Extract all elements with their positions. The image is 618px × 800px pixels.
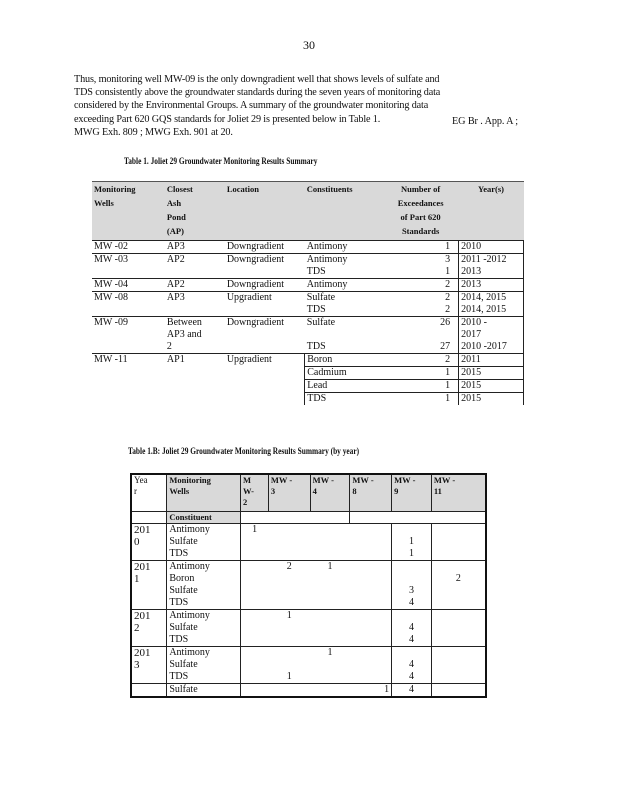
value-cell: 1 [392, 548, 432, 561]
year-header: Yea r [131, 474, 167, 512]
year-cell [131, 610, 167, 647]
value-cell: 3 [392, 585, 432, 597]
value-cell [268, 573, 310, 585]
years-line: 2010 -2017 [461, 341, 507, 352]
years-cell [459, 367, 524, 380]
paragraph-line: TDS consistently above the groundwater standards during the seven years of monitoring data [74, 87, 441, 99]
value-cell: 1 [392, 536, 432, 548]
location-cell: Downgradient [225, 241, 305, 254]
value-cell [268, 634, 310, 647]
body-paragraph [74, 73, 554, 139]
table-row [131, 536, 486, 548]
value-cell [268, 622, 310, 634]
value-cell [431, 536, 486, 548]
value-cell [431, 622, 486, 634]
value-cell [310, 597, 350, 610]
year-cell [131, 647, 167, 684]
value-cell [241, 536, 269, 548]
value-cell [241, 573, 269, 585]
years-line: 2011 [461, 354, 481, 365]
table-row [92, 317, 524, 342]
table-row [131, 647, 486, 660]
constituent-cell: TDS [167, 548, 241, 561]
value-cell [350, 634, 392, 647]
spacer-cell [350, 512, 486, 524]
table-row [131, 622, 486, 634]
value-cell [350, 573, 392, 585]
value-cell [310, 671, 350, 684]
years-cell [459, 317, 524, 342]
value-cell [241, 671, 269, 684]
years-line: 2011 -2012 [461, 254, 507, 265]
pond-line: AP2 [166, 254, 185, 265]
constituent-cell: Sulfate [167, 622, 241, 634]
paragraph-line: exceeding Part 620 GQS standards for Joliet 29 is presented below in Table 1. [74, 113, 381, 125]
value-cell: 4 [392, 684, 432, 698]
value-cell [431, 659, 486, 671]
value-cell: 2 [268, 561, 310, 574]
exceedance-cell: 1 [383, 367, 459, 380]
value-cell [350, 659, 392, 671]
well-col-mw04: MW - 4 [310, 474, 350, 512]
well-cell: MW -03 [92, 254, 165, 279]
value-cell [392, 610, 432, 623]
table-row [131, 610, 486, 623]
well-col-mw08: MW - 8 [350, 474, 392, 512]
value-cell [392, 524, 432, 537]
value-cell [431, 524, 486, 537]
pond-line: AP3 [166, 292, 185, 303]
years-line: 2013 [461, 279, 482, 290]
well-cell: MW -08 [92, 292, 165, 317]
constituent-cell: Sulfate [167, 684, 241, 698]
pond-cell [165, 317, 225, 354]
year-line: 201 [134, 561, 151, 573]
value-cell [268, 536, 310, 548]
constituent-cell: Sulfate [167, 585, 241, 597]
table-row [131, 671, 486, 684]
value-cell: 1 [310, 647, 350, 660]
years-cell [459, 304, 524, 317]
constituent-cell: TDS [306, 266, 326, 277]
exceedance-cell: 2 [383, 354, 459, 367]
value-cell [431, 597, 486, 610]
years-cell [459, 292, 524, 305]
pond-cell [165, 241, 225, 254]
value-cell [431, 671, 486, 684]
constituent-header: Constituent [167, 512, 241, 524]
constituent-cell: Sulfate [167, 536, 241, 548]
years-line: 2015 [461, 393, 482, 404]
well-col-mw11: MW - 11 [431, 474, 486, 512]
year-line: 201 [134, 647, 151, 659]
table-row [131, 573, 486, 585]
value-cell: 4 [392, 622, 432, 634]
exceedance-cell: 3 [383, 254, 459, 267]
value-cell [310, 548, 350, 561]
well-cell: MW -04 [92, 279, 165, 292]
years-cell [459, 341, 524, 354]
table-row [131, 634, 486, 647]
constituent-cell: Boron [305, 354, 383, 367]
year-cell [131, 684, 167, 698]
pond-line: AP2 [166, 279, 185, 290]
exceedance-cell: 1 [383, 241, 459, 254]
pond-cell [165, 254, 225, 279]
constituent-cell: Antimony [167, 610, 241, 623]
value-cell: 4 [392, 659, 432, 671]
exceedance-cell: 1 [383, 393, 459, 406]
well-cell: MW -11 [92, 354, 165, 406]
value-cell [310, 622, 350, 634]
table-row [92, 279, 524, 292]
location-cell: Downgradient [225, 317, 305, 354]
table-row [131, 561, 486, 574]
years-cell [459, 266, 524, 279]
well-col-mw02: M W- 2 [241, 474, 269, 512]
pond-cell [165, 279, 225, 292]
constituent-cell: Sulfate [305, 317, 383, 342]
constituent-cell: TDS [306, 341, 326, 352]
years-line: 2017 [461, 329, 482, 340]
value-cell [310, 610, 350, 623]
value-cell [310, 684, 350, 698]
value-cell [392, 561, 432, 574]
page-number: 30 [303, 38, 315, 52]
year-cell [131, 524, 167, 561]
value-cell: 4 [392, 634, 432, 647]
value-cell [350, 597, 392, 610]
constituent-cell: TDS [167, 634, 241, 647]
pond-cell [165, 292, 225, 317]
spacer-cell [241, 512, 350, 524]
pond-line: AP1 [166, 354, 185, 365]
value-cell [268, 647, 310, 660]
value-cell [241, 561, 269, 574]
year-line: 201 [134, 524, 151, 536]
header-exceedances: Number of Exceedances of Part 620 Standards [383, 182, 459, 241]
exceedance-cell: 27 [440, 341, 451, 352]
value-cell [431, 610, 486, 623]
paragraph-line: MWG Exh. 809 ; MWG Exh. 901 at 20. [74, 126, 233, 138]
years-line: 2010 - [461, 317, 487, 328]
value-cell [431, 548, 486, 561]
citation: EG Br . App. A ; [452, 116, 519, 127]
table-row [92, 292, 524, 305]
value-cell [310, 585, 350, 597]
well-col-mw09: MW - 9 [392, 474, 432, 512]
constituent-cell: Antimony [167, 561, 241, 574]
table1-caption: Table 1. Joliet 29 Groundwater Monitoring Results Summary [124, 156, 318, 166]
year-line: 1 [134, 573, 140, 585]
value-cell [241, 659, 269, 671]
value-cell [431, 684, 486, 698]
exceedance-cell: 26 [383, 317, 459, 342]
pond-line: Between [166, 317, 202, 328]
exceedance-cell: 2 [445, 304, 451, 315]
table-row [131, 548, 486, 561]
table-row [131, 684, 486, 698]
years-line: 2010 [461, 241, 482, 252]
wells-header: Monitoring Wells [167, 474, 241, 512]
value-cell [350, 524, 392, 537]
location-cell: Upgradient [225, 292, 305, 317]
value-cell [310, 536, 350, 548]
constituent-cell: Sulfate [167, 659, 241, 671]
years-line: 2014, 2015 [461, 292, 507, 303]
table2 [130, 473, 487, 698]
value-cell: 2 [455, 573, 461, 584]
value-cell [431, 634, 486, 647]
value-cell: 1 [310, 561, 350, 574]
years-line: 2015 [461, 380, 482, 391]
value-cell [268, 585, 310, 597]
constituent-cell: Cadmium [305, 367, 383, 380]
constituent-cell: Antimony [305, 241, 383, 254]
value-cell [241, 597, 269, 610]
value-cell [310, 524, 350, 537]
years-cell [459, 279, 524, 292]
value-cell [350, 622, 392, 634]
value-cell: 1 [350, 684, 392, 698]
year-line: 201 [134, 610, 151, 622]
paragraph-line: Thus, monitoring well MW-09 is the only downgradient well that shows levels of sulfate and [74, 74, 440, 85]
value-cell [431, 585, 486, 597]
constituent-cell: Sulfate [305, 292, 383, 305]
table-row [131, 585, 486, 597]
pond-line: AP3 [166, 241, 185, 252]
exceedance-cell: 1 [445, 266, 451, 277]
constituent-cell: Antimony [305, 279, 383, 292]
year-line: 2 [134, 622, 140, 634]
value-cell [310, 634, 350, 647]
value-cell [241, 634, 269, 647]
year-line: 0 [134, 536, 140, 548]
well-cell: MW -09 [92, 317, 165, 354]
pond-cell [165, 354, 225, 406]
value-cell [241, 548, 269, 561]
table-row [92, 354, 524, 367]
value-cell [310, 573, 350, 585]
constituent-cell: TDS [305, 393, 383, 406]
header-wells: Monitoring Wells [92, 182, 165, 241]
value-cell [268, 524, 310, 537]
location-cell: Downgradient [225, 254, 305, 279]
value-cell [350, 647, 392, 660]
header-location: Location [225, 182, 305, 241]
value-cell: 4 [392, 671, 432, 684]
value-cell [350, 585, 392, 597]
value-cell: 1 [268, 610, 310, 623]
table2-caption: Table 1.B: Joliet 29 Groundwater Monitoring Results Summary (by year) [128, 446, 360, 456]
pond-line: 2 [166, 341, 172, 352]
value-cell [431, 647, 486, 660]
value-cell [268, 597, 310, 610]
value-cell [268, 548, 310, 561]
well-col-mw03: MW - 3 [268, 474, 310, 512]
years-cell [459, 254, 524, 267]
years-line: 2015 [461, 367, 482, 378]
value-cell [310, 659, 350, 671]
value-cell [241, 622, 269, 634]
table-row [92, 254, 524, 267]
value-cell [241, 684, 269, 698]
table-row [131, 597, 486, 610]
constituent-cell: Antimony [305, 254, 383, 267]
years-cell [459, 354, 524, 367]
year-line: 3 [134, 659, 140, 671]
value-cell [392, 647, 432, 660]
years-cell [459, 393, 524, 406]
value-cell [431, 561, 486, 574]
value-cell [392, 573, 432, 585]
well-cell: MW -02 [92, 241, 165, 254]
constituent-cell: Lead [305, 380, 383, 393]
constituent-cell: TDS [167, 671, 241, 684]
header-constituents: Constituents [305, 182, 383, 241]
value-cell [350, 561, 392, 574]
years-line: 2013 [461, 266, 482, 277]
value-cell: 1 [286, 671, 292, 682]
table-row [131, 524, 486, 537]
constituent-cell: Boron [167, 573, 241, 585]
exceedance-cell: 2 [383, 292, 459, 305]
constituent-cell: Antimony [167, 647, 241, 660]
header-years: Year(s) [459, 182, 524, 241]
table1 [92, 181, 524, 405]
value-cell [241, 610, 269, 623]
location-cell: Downgradient [225, 279, 305, 292]
value-cell [268, 659, 310, 671]
spacer-cell [131, 512, 167, 524]
value-cell: 1 [241, 524, 269, 537]
pond-line: AP3 and [166, 329, 202, 340]
constituent-cell: TDS [167, 597, 241, 610]
years-cell [459, 241, 524, 254]
value-cell [350, 610, 392, 623]
value-cell [241, 585, 269, 597]
header-pond: Closest Ash Pond (AP) [165, 182, 225, 241]
value-cell [350, 536, 392, 548]
value-cell [350, 671, 392, 684]
table-row [92, 241, 524, 254]
constituent-cell: TDS [306, 304, 326, 315]
location-cell: Upgradient [225, 354, 305, 406]
value-cell [241, 647, 269, 660]
table-row [131, 659, 486, 671]
years-line: 2014, 2015 [461, 304, 507, 315]
years-cell [459, 380, 524, 393]
paragraph-line: considered by the Environmental Groups. A summary of the groundwater monitoring data [74, 100, 429, 112]
exceedance-cell: 2 [383, 279, 459, 292]
exceedance-cell: 1 [383, 380, 459, 393]
value-cell [350, 548, 392, 561]
value-cell [268, 684, 310, 698]
year-cell [131, 561, 167, 610]
constituent-cell: Antimony [167, 524, 241, 537]
value-cell: 4 [392, 597, 432, 610]
